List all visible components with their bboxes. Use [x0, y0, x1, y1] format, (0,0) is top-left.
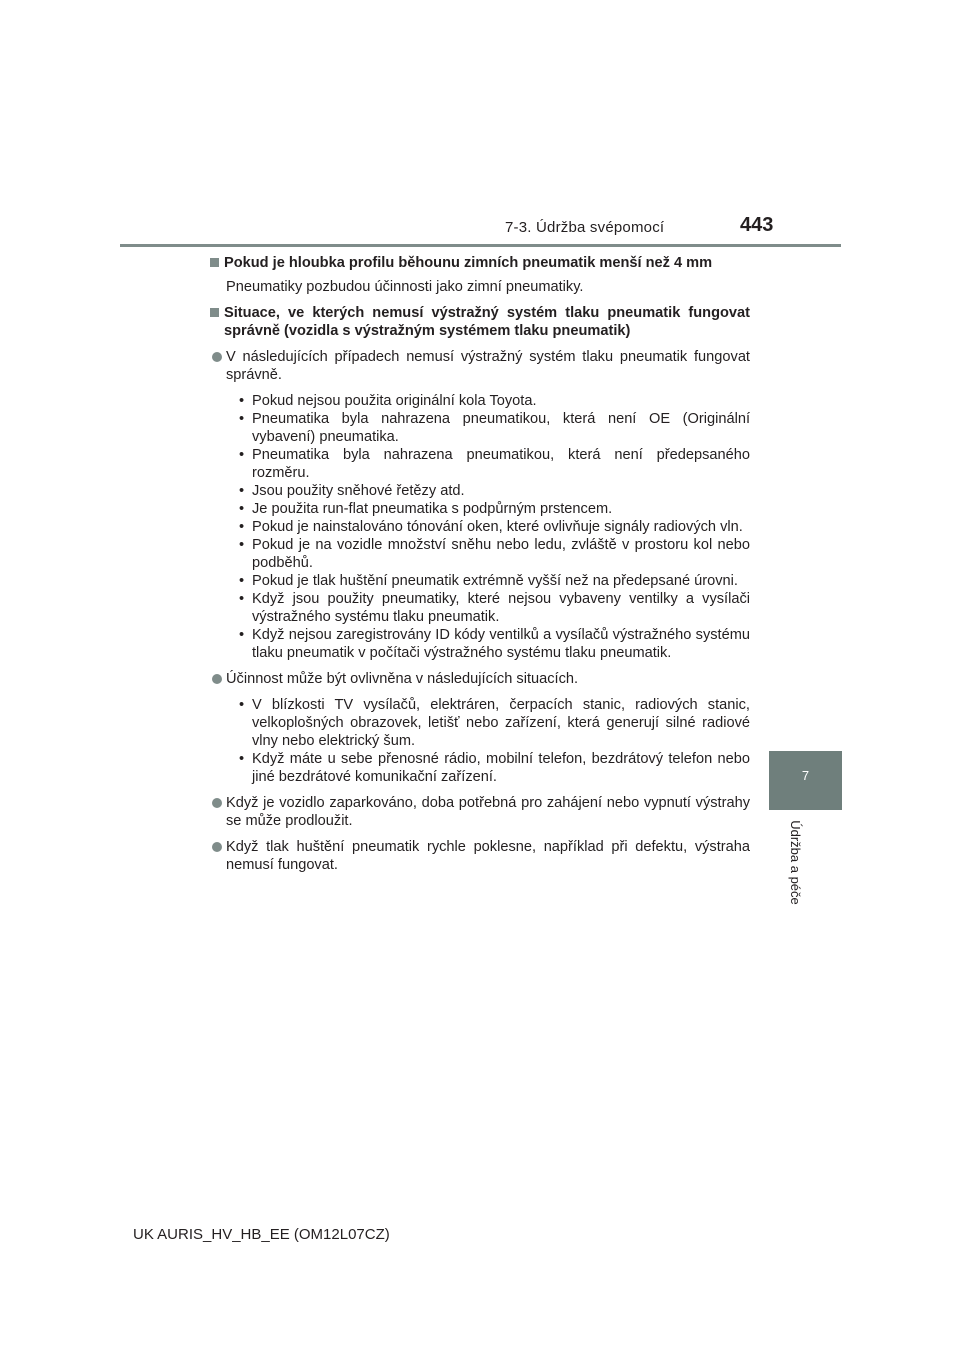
list-item: • Pokud je tlak huštění pneumatik extrémně vyšší než na předepsané úrovni. [239, 572, 750, 590]
section-paragraph: Pneumatiky pozbudou účinnosti jako zimní pneumatiky. [226, 279, 584, 295]
section-title: 7-3. Údržba svépomocí [505, 219, 665, 236]
page-number: 443 [740, 214, 774, 236]
list-item: • Pokud je nainstalováno tónování oken, které ovlivňuje signály radiových vln. [239, 518, 750, 536]
circle-bullet-icon [212, 798, 222, 808]
list-item: • Pneumatika byla nahrazena pneumatikou, která není OE (Originální vybavení) pneumatika. [239, 410, 750, 446]
list-item: • Pneumatika byla nahrazena pneumatikou, která není předepsaného rozměru. [239, 446, 750, 482]
document-code: UK AURIS_HV_HB_EE (OM12L07CZ) [133, 1226, 390, 1243]
bullet-list [239, 696, 750, 786]
section-heading-text: Pokud je hloubka profilu běhounu zimních pneumatik menší než 4 mm [224, 255, 713, 271]
note-item [210, 670, 750, 688]
note-text: Když tlak huštění pneumatik rychle poklesne, například při defektu, výstraha nemusí fungovat. [226, 839, 750, 873]
chapter-label [786, 818, 806, 913]
chapter-tab [769, 751, 842, 810]
circle-bullet-icon [212, 674, 222, 684]
note-text: Účinnost může být ovlivněna v následujících situacích. [226, 671, 579, 687]
circle-bullet-icon [212, 352, 222, 362]
list-item: • V blízkosti TV vysílačů, elektráren, čerpacích stanic, radiových stanic, velkoplošných obrazovek, letišť nebo zařízení, která generují silné radiové vlny nebo elektrický šum. [239, 696, 750, 750]
header-divider [120, 244, 841, 247]
list-item: • Když jsou použity pneumatiky, které nejsou vybaveny ventilky a vysílači výstražného systému tlaku pneumatik. [239, 590, 750, 626]
section-heading-text: Situace, ve kterých nemusí výstražný systém tlaku pneumatik fungovat správně (vozidla s výstražným systémem tlaku pneumatik) [224, 305, 750, 339]
list-item: • Když máte u sebe přenosné rádio, mobilní telefon, bezdrátový telefon nebo jiné bezdrátové komunikační zařízení. [239, 750, 750, 786]
list-item: • Když nejsou zaregistrovány ID kódy ventilků a vysílačů výstražného systému tlaku pneumatik v počítači výstražného systému tlaku pneumatik. [239, 626, 750, 662]
note-text: V následujících případech nemusí výstražný systém tlaku pneumatik fungovat správně. [226, 349, 750, 383]
chapter-label-text: Údržba a péče [788, 820, 803, 905]
section-heading [210, 254, 750, 272]
list-item: • Jsou použity sněhové řetězy atd. [239, 482, 750, 500]
list-item: • Pokud je na vozidle množství sněhu nebo ledu, zvláště v prostoru kol nebo podběhů. [239, 536, 750, 572]
list-item: • Pokud nejsou použita originální kola Toyota. [239, 392, 750, 410]
page-content [210, 254, 750, 874]
square-bullet-icon [210, 308, 219, 317]
section-heading [210, 304, 750, 340]
circle-bullet-icon [212, 842, 222, 852]
chapter-number: 7 [801, 768, 810, 783]
note-text: Když je vozidlo zaparkováno, doba potřebná pro zahájení nebo vypnutí výstrahy se může prodloužit. [226, 795, 750, 829]
list-item: • Je použita run-flat pneumatika s podpůrným prstencem. [239, 500, 750, 518]
note-item [210, 838, 750, 874]
note-item [210, 794, 750, 830]
square-bullet-icon [210, 258, 219, 267]
note-item [210, 348, 750, 384]
bullet-list [239, 392, 750, 662]
